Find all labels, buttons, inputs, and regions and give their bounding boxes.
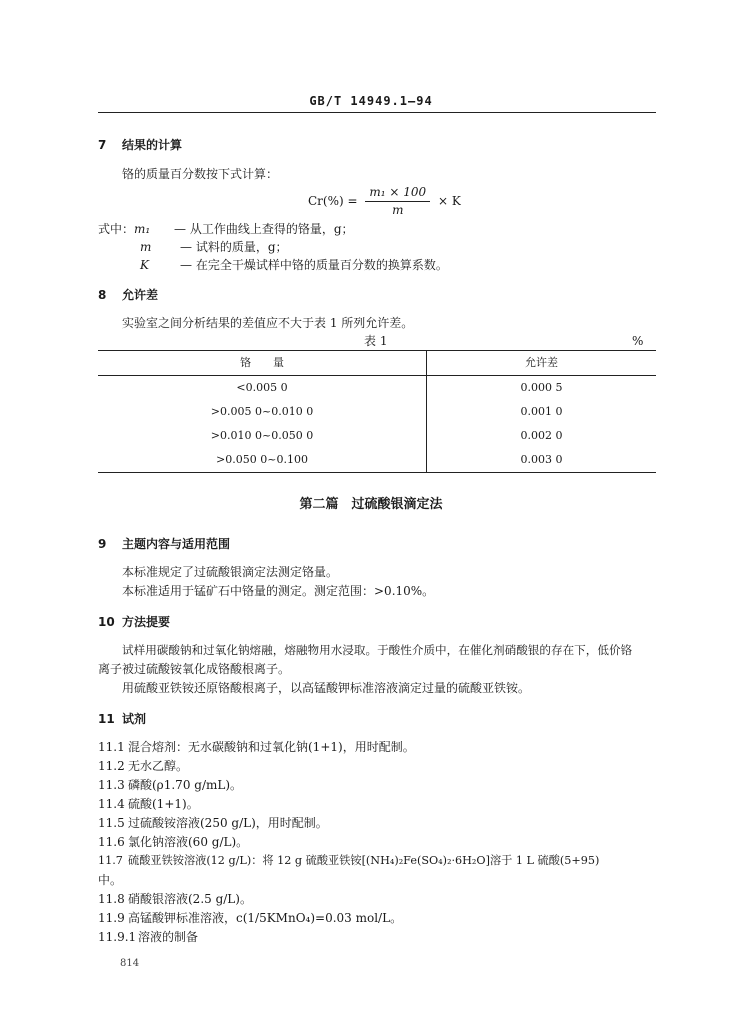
section-9-line: 本标准适用于锰矿石中铬量的测定。测定范围：>0.10%。 — [122, 584, 435, 598]
list-item — [98, 911, 402, 926]
section-number: 7 — [98, 138, 107, 152]
formula-denominator: m — [392, 203, 404, 217]
section-number: 8 — [98, 288, 107, 302]
section-title: 允许差 — [122, 288, 159, 302]
item-text: 混合熔剂：无水碳酸钠和过氧化钠(1+1)，用时配制。 — [128, 740, 415, 754]
section-10-line: 离子被过硫酸铵氧化成铬酸根离子。 — [98, 662, 291, 676]
formula-numerator: m₁ × 100 — [365, 185, 430, 202]
item-text: 溶液的制备 — [138, 930, 199, 944]
section-number: 9 — [98, 537, 107, 551]
part-2-title: 第二篇 过硫酸银滴定法 — [299, 497, 443, 512]
table-unit: % — [632, 334, 644, 348]
list-item-continuation: 中。 — [98, 873, 123, 887]
variable-row — [98, 222, 354, 237]
section-10-line: 试样用碳酸钠和过氧化钠熔融，熔融物用水浸取。于酸性介质中，在催化剂硝酸银的存在下，低价铬 — [122, 643, 633, 657]
table-header-row — [98, 351, 656, 376]
table-title: 表 1 — [364, 334, 388, 348]
list-item — [98, 797, 199, 812]
list-item — [98, 854, 599, 868]
table-cell: 0.002 0 — [520, 429, 563, 443]
item-text: 过硫酸铵溶液(250 g/L)，用时配制。 — [128, 816, 328, 830]
section-7-heading — [98, 138, 182, 153]
section-9-line: 本标准规定了过硫酸银滴定法测定铬量。 — [122, 565, 339, 579]
table-cell: >0.005 0~0.010 0 — [98, 400, 427, 424]
formula-lhs: Cr(%) = — [308, 194, 358, 208]
standard-code-header: GB/T 14949.1—94 — [309, 94, 433, 108]
list-item — [98, 892, 252, 907]
variable-symbol: K — [140, 258, 149, 272]
item-number: 11.9.1 — [98, 930, 137, 944]
variable-symbol: m₁ — [134, 222, 151, 236]
section-10-line: 用硫酸亚铁铵还原铬酸根离子，以高锰酸钾标准溶液滴定过量的硫酸亚铁铵。 — [122, 681, 531, 695]
section-number: 10 — [98, 615, 115, 629]
variable-desc: — 从工作曲线上查得的铬量，g； — [174, 222, 354, 236]
section-title: 试剂 — [122, 712, 147, 726]
item-number: 11.7 — [98, 854, 123, 867]
item-number: 11.5 — [98, 816, 125, 830]
item-number: 11.8 — [98, 892, 125, 906]
item-number: 11.9 — [98, 911, 125, 925]
variable-row — [140, 240, 288, 255]
section-number: 11 — [98, 712, 115, 726]
item-number: 11.1 — [98, 740, 125, 754]
list-item — [98, 930, 198, 945]
list-item — [98, 759, 188, 774]
item-text: 磷酸(ρ1.70 g/mL)。 — [128, 778, 243, 792]
item-text: 高锰酸钾标准溶液，c(1/5KMnO₄)=0.03 mol/L。 — [128, 911, 403, 925]
section-8-heading — [98, 288, 158, 303]
section-title: 主题内容与适用范围 — [122, 537, 231, 551]
item-text: 硫酸亚铁铵溶液(12 g/L)：将 12 g 硫酸亚铁铵[(NH₄)₂Fe(SO₄)₂·6H₂O]溶于 1 L 硫酸(5+95) — [128, 854, 600, 867]
where-label: 式中： — [98, 222, 135, 236]
formula-fraction — [365, 185, 430, 218]
table-row — [98, 448, 656, 473]
table-row — [98, 424, 656, 448]
formula-tail: × K — [438, 194, 461, 208]
item-number: 11.6 — [98, 835, 125, 849]
table-cell: >0.010 0~0.050 0 — [98, 424, 427, 448]
list-item — [98, 816, 328, 831]
table-row — [98, 376, 656, 401]
tolerance-table — [98, 350, 656, 473]
table-cell: >0.050 0~0.100 — [98, 448, 427, 473]
column-header-chromium: 铬 量 — [98, 351, 427, 376]
section-9-heading — [98, 537, 230, 552]
variable-desc: — 试料的质量，g； — [180, 240, 288, 254]
table-cell: 0.001 0 — [520, 405, 563, 419]
list-item — [98, 740, 415, 755]
table-cell: 0.003 0 — [520, 453, 563, 467]
section-10-heading — [98, 615, 170, 630]
section-8-text: 实验室之间分析结果的差值应不大于表 1 所列允许差。 — [122, 316, 414, 330]
table-row — [98, 400, 656, 424]
variable-symbol: m — [140, 240, 152, 254]
section-title: 方法提要 — [122, 615, 171, 629]
list-item — [98, 835, 248, 850]
header-rule — [98, 112, 656, 113]
item-number: 11.3 — [98, 778, 125, 792]
section-11-heading — [98, 712, 146, 727]
item-text: 氯化钠溶液(60 g/L)。 — [128, 835, 249, 849]
item-text: 硫酸(1+1)。 — [128, 797, 199, 811]
table-cell: 0.000 5 — [520, 381, 563, 395]
section-title: 结果的计算 — [122, 138, 183, 152]
item-number: 11.4 — [98, 797, 125, 811]
variable-desc: — 在完全干燥试样中铬的质量百分数的换算系数。 — [180, 258, 448, 272]
page-number: 814 — [120, 958, 140, 969]
item-text: 无水乙醇。 — [128, 759, 189, 773]
item-text: 硝酸银溶液(2.5 g/L)。 — [128, 892, 252, 906]
chromium-formula — [308, 185, 461, 218]
column-header-tolerance: 允许差 — [525, 356, 558, 370]
list-item — [98, 778, 242, 793]
section-7-intro: 铬的质量百分数按下式计算： — [122, 167, 279, 181]
item-number: 11.2 — [98, 759, 125, 773]
variable-row — [140, 258, 448, 273]
table-cell: <0.005 0 — [98, 376, 427, 401]
